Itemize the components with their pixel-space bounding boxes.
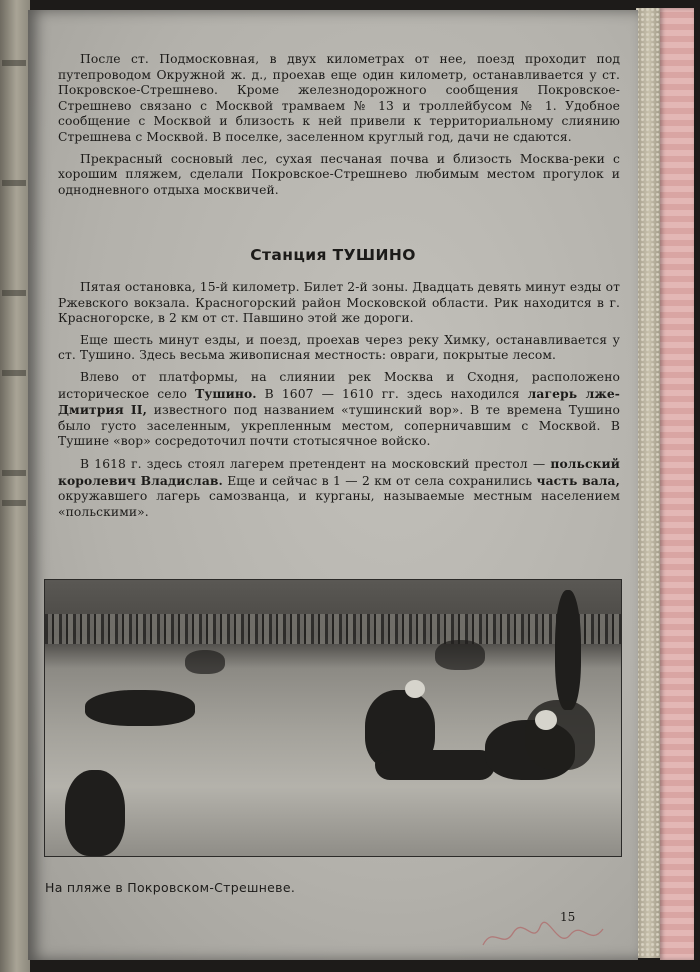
page-number: 15 <box>560 910 576 924</box>
page-stack-edge <box>636 8 662 958</box>
beach-photo <box>45 580 621 856</box>
book-cover-edge <box>660 8 694 960</box>
paragraph-tushino-2: Еще шесть минут езды, и поезд, проехав через реку Химку, останавливается у ст. Тушино. Здесь весьма живописная местность: овраги, покрытые лесом. <box>58 332 620 363</box>
adjacent-page-edge <box>0 0 30 972</box>
paragraph-tushino-3: Влево от платформы, на слиянии рек Москва и Сходня, расположено историческое село Тушино. В 1607 — 1610 гг. здесь находился лагерь лже-Дмитрия II, известного под названием «тушинский вор». В те времена Тушино было густо заселенным, укрепленным местом, соперничавшим с Москвой. В Тушине «вор» сосредоточил почти стотысячное войско. <box>58 369 621 449</box>
tushino-text <box>58 280 620 526</box>
paragraph-tushino-4: В 1618 г. здесь стоял лагерем претендент на московский престол — польский королевич Владислав. Еще и сейчас в 1 — 2 км от села сохранились часть вала, окружавшего лагерь самозванца, и курганы, называемые местным населением «польскими». <box>58 455 620 519</box>
intro-text <box>58 52 620 204</box>
book-page <box>28 10 638 960</box>
paragraph-forest: Прекрасный сосновый лес, сухая песчаная почва и близость Москва-реки с хорошим пляжем, сделали Покровское-Стрешнево любимым местом прогулок и однодневного отдыха москвичей. <box>58 151 620 197</box>
section-title: Станция ТУШИНО <box>250 246 416 264</box>
pencil-mark <box>478 915 618 955</box>
paragraph-pokrovskoe: После ст. Подмосковная, в двух километрах от нее, поезд проходит под путепроводом Окружной ж. д., проехав еще один километр, останавливается у ст. Покровское-Стрешнево. Кроме железнодорожного сообщения Покровское-Стрешнево связано с Москвой трамваем № 13 и троллейбусом № 1. Удобное сообщение с Москвой и близость к ней привели к территориальному слиянию Стрешнева с Москвой. В поселке, заселенном круглый год, дачи не сдаются. <box>58 52 620 144</box>
photo-caption: На пляже в Покровском-Стрешневе. <box>45 880 296 895</box>
paragraph-tushino-1: Пятая остановка, 15-й километр. Билет 2-й зоны. Двадцать девять минут езды от Ржевского вокзала. Красногорский район Московской области. Рик находится в г. Красногорске, в 2 км от ст. Павшино этой же дороги. <box>58 280 620 326</box>
